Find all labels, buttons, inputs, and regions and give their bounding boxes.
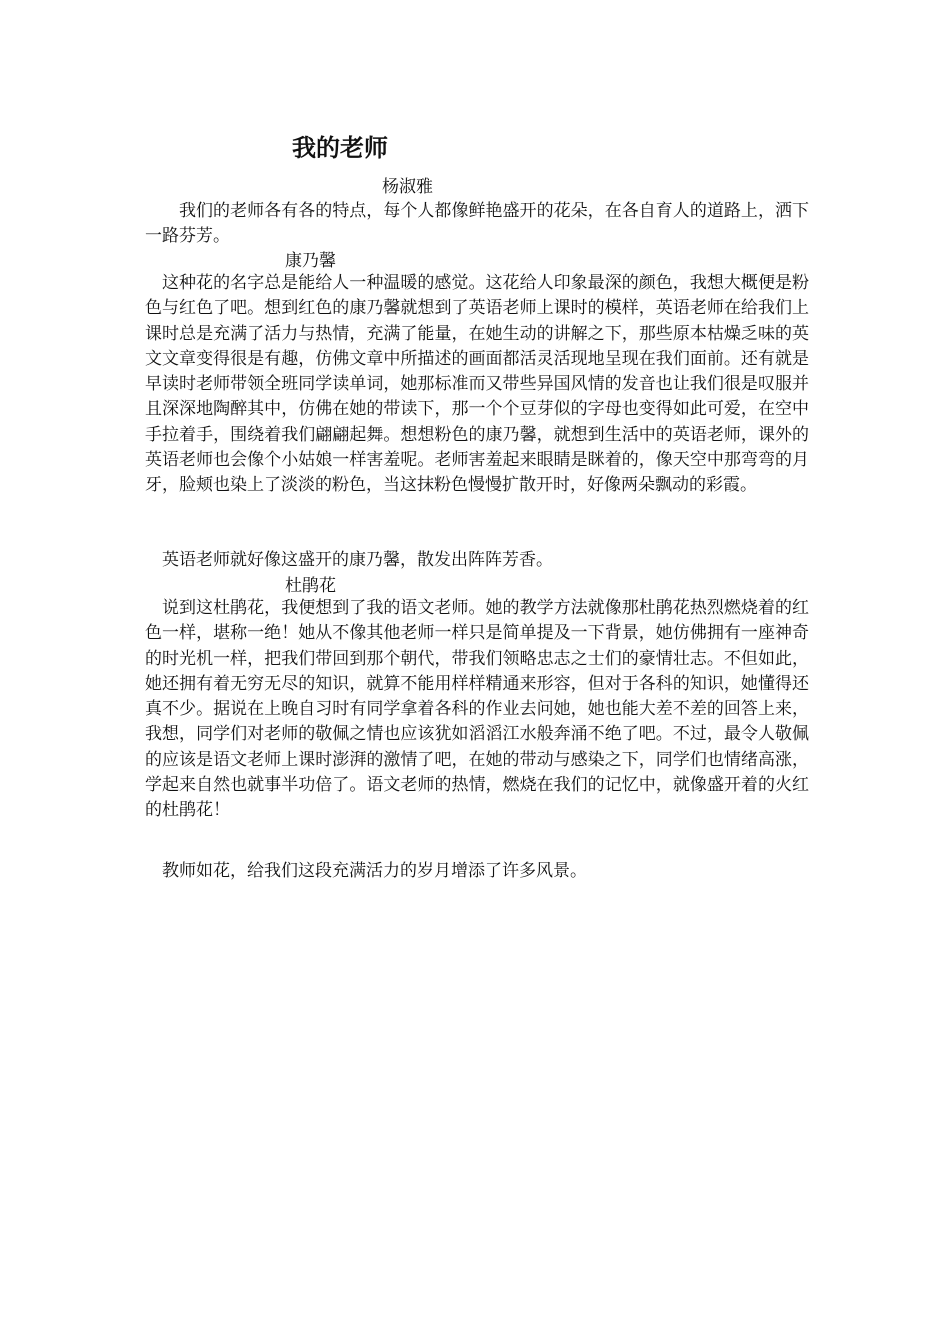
document-title: 我的老师 (292, 134, 388, 162)
section-body-carnation: 这种花的名字总是能给人一种温暖的感觉。这花给人印象最深的颜色，我想大概便是粉色与红色了吧。想到红色的康乃馨就想到了英语老师上课时的模样，英语老师在给我们上课时总是充满了活力与热情，充满了能量，在她生动的讲解之下，那些原本枯燥乏味的英文文章变得很是有趣，仿佛文章中所描述的画面都活灵活现地呈现在我们面前。还有就是早读时老师带领全班同学读单词，她那标准而又带些异国风情的发音也让我们很是叹服并且深深地陶醉其中，仿佛在她的带读下，那一个个豆芽似的字母也变得如此可爱，在空中手拉着手，围绕着我们翩翩起舞。想想粉色的康乃馨，就想到生活中的英语老师，课外的英语老师也会像个小姑娘一样害羞呢。老师害羞起来眼睛是眯着的，像天空中那弯弯的月牙，脸颊也染上了淡淡的粉色，当这抹粉色慢慢扩散开时，好像两朵飘动的彩霞。 (145, 273, 809, 496)
intro-paragraph: 我们的老师各有各的特点，每个人都像鲜艳盛开的花朵，在各自育人的道路上，洒下一路芬芳。 (145, 201, 809, 247)
conclusion-paragraph: 教师如花，给我们这段充满活力的岁月增添了许多风景。 (162, 861, 587, 881)
section-heading-carnation: 康乃馨 (285, 251, 336, 271)
section-body-azalea: 说到这杜鹃花，我便想到了我的语文老师。她的教学方法就像那杜鹃花热烈燃烧着的红色一样，堪称一绝！她从不像其他老师一样只是简单提及一下背景，她仿佛拥有一座神奇的时光机一样，把我们带回到那个朝代，带我们领略忠志之士们的豪情壮志。不但如此，她还拥有着无穷无尽的知识，就算不能用样样精通来形容，但对于各科的知识，她懂得还真不少。据说在上晚自习时有同学拿着各科的作业去问她，她也能大差不差的回答上来，我想，同学们对老师的敬佩之情也应该犹如滔滔江水般奔涌不绝了吧。不过，最令人敬佩的应该是语文老师上课时澎湃的激情了吧，在她的带动与感染之下，同学们也情绪高涨，学起来自然也就事半功倍了。语文老师的热情，燃烧在我们的记忆中，就像盛开着的火红的杜鹃花！ (145, 598, 809, 821)
author-name: 杨淑雅 (382, 177, 433, 197)
section-heading-azalea: 杜鹃花 (285, 576, 336, 596)
section-closing-carnation: 英语老师就好像这盛开的康乃馨，散发出阵阵芳香。 (162, 550, 553, 570)
